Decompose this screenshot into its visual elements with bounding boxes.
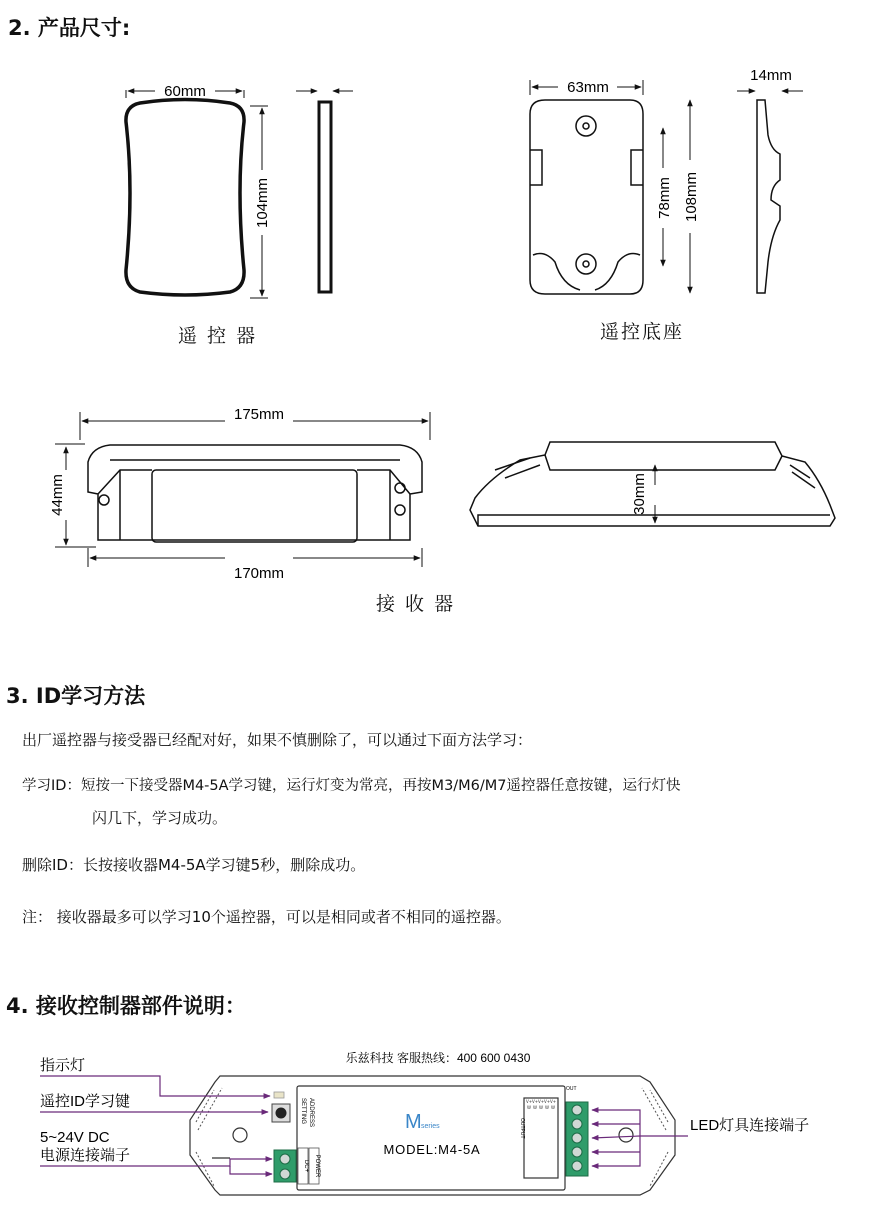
output-column: V+ W (532, 1099, 539, 1110)
receiver-side-outline (470, 442, 835, 526)
output-column-labels (526, 1099, 556, 1171)
output-text: OUTPUT (519, 1118, 525, 1139)
device-body (190, 1076, 675, 1195)
receiver-front-outline (88, 445, 422, 542)
id-note: 注： 接收器最多可以学习10个遥控器，可以是相同或者不相同的遥控器。 (22, 908, 511, 926)
remote-front-outline (126, 100, 244, 296)
address-text-1: ADDRESS (308, 1098, 314, 1128)
id-learn-line-1: 学习ID：短按一下接受器M4-5A学习键，运行灯变为常亮，再按M3/M6/M7遥控器任意按键，运行灯快 (22, 778, 681, 794)
hotline-label: 乐兹科技 客服热线：400 600 0430 (345, 1051, 531, 1065)
caption-receiver: 接 收 器 (376, 593, 456, 615)
receiver-depth-label: 30mm (631, 473, 648, 515)
receiver-height-label: 44mm (49, 474, 66, 516)
learn-key-button (276, 1108, 287, 1119)
caption-base: 遥控底座 (600, 321, 685, 343)
base-hole-label: 78mm (656, 177, 673, 219)
brand-series: series (421, 1123, 440, 1130)
base-side-outline (757, 100, 780, 293)
label-power-2: 电源连接端子 (40, 1147, 131, 1164)
svg-text:POWER: POWER (314, 1154, 320, 1178)
remote-width-label: 60mm (164, 83, 206, 100)
section-2-title: 2. 产品尺寸: (8, 16, 131, 40)
output-column: V+ W (544, 1099, 551, 1110)
label-led-terminal: LED灯具连接端子 (690, 1117, 810, 1134)
receiver-body-label: 170mm (233, 565, 285, 582)
svg-text:DC+: DC+ (303, 1159, 309, 1173)
remote-height-label: 104mm (254, 177, 271, 229)
receiver-parts-diagram (0, 1040, 873, 1220)
out-label: OUT (566, 1086, 577, 1092)
base-depth-label: 14mm (750, 67, 792, 84)
indicator-led (274, 1092, 284, 1098)
base-width-label: 63mm (567, 79, 609, 96)
id-delete: 删除ID：长按接收器M4-5A学习键5秒，删除成功。 (22, 856, 366, 874)
base-height-label: 108mm (683, 171, 700, 223)
label-power-1: 5~24V DC (40, 1129, 110, 1146)
output-column: V+ W (538, 1099, 545, 1110)
model-label: MODEL:M4-5A (383, 1142, 481, 1157)
output-column: V+ W (526, 1099, 533, 1110)
id-learn-line-2: 闪几下，学习成功。 (92, 809, 228, 827)
label-indicator: 指示灯 (40, 1057, 86, 1074)
output-column: V+ W (550, 1099, 557, 1110)
caption-remote: 遥 控 器 (178, 325, 258, 347)
remote-side-outline (319, 102, 331, 292)
brand-m: M (405, 1111, 422, 1133)
label-learn-key: 遥控ID学习键 (40, 1093, 131, 1110)
section-3-title: 3. ID学习方法 (6, 684, 146, 708)
section-4-title: 4. 接收控制器部件说明： (6, 994, 246, 1018)
address-text-2: SETTING (300, 1098, 306, 1125)
receiver-total-label: 175mm (233, 406, 285, 423)
id-intro: 出厂遥控器与接受器已经配对好，如果不慎删除了，可以通过下面方法学习： (22, 731, 533, 749)
base-front-outline (530, 100, 643, 294)
